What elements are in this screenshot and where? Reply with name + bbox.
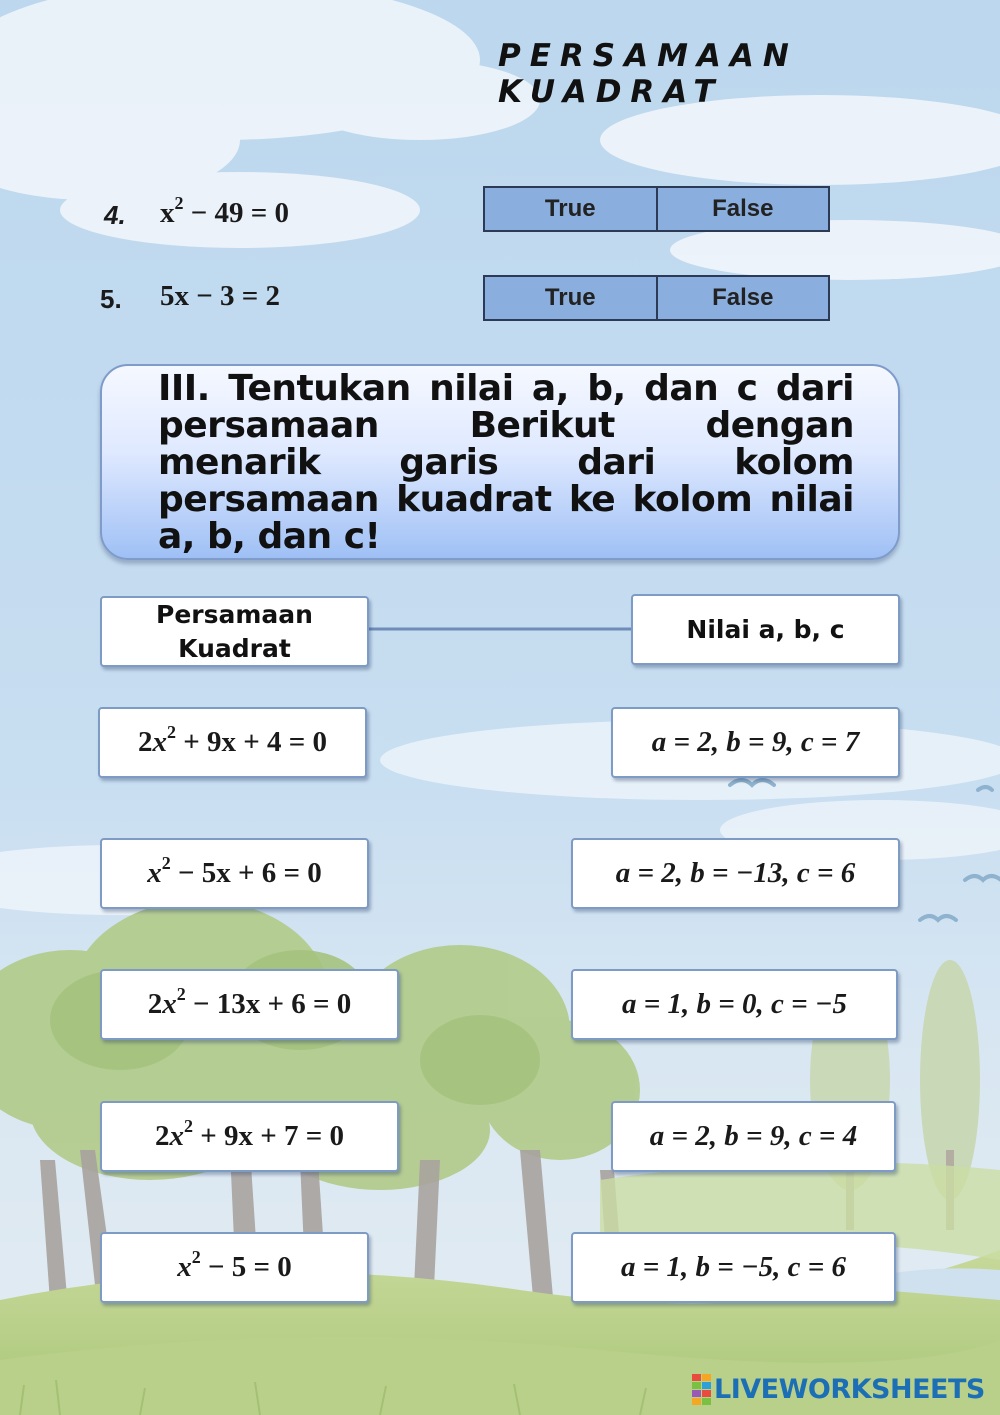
value-4: a = 2, b = 9, c = 4 [649, 1120, 858, 1152]
question-5-equation: 5x − 3 = 2 [160, 280, 281, 312]
brand-text: LIVEWORKSHEETS [714, 1374, 985, 1405]
equation-4 [154, 1116, 345, 1153]
equation-1-var: x [152, 726, 167, 758]
equation-3-rest: − 13x + 6 = 0 [192, 988, 352, 1020]
value-box-3[interactable] [571, 969, 898, 1040]
equation-box-3[interactable] [100, 969, 399, 1040]
question-4-base: x [160, 197, 175, 229]
value-1: a = 2, b = 9, c = 7 [651, 726, 860, 758]
value-box-5[interactable] [571, 1232, 896, 1303]
equation-3-coef: 2 [147, 988, 163, 1020]
instruction-banner [100, 364, 900, 560]
equation-box-5[interactable] [100, 1232, 369, 1303]
right-header-label: Nilai a, b, c [686, 614, 845, 644]
question-4-options [483, 186, 830, 232]
equation-3-var: x [162, 988, 177, 1020]
equation-3 [147, 984, 352, 1021]
equation-box-2[interactable] [100, 838, 369, 909]
value-box-4[interactable] [611, 1101, 896, 1172]
equation-box-1[interactable] [98, 707, 367, 778]
question-4-true-option[interactable]: True [544, 195, 596, 222]
equation-1-exp: 2 [166, 722, 176, 742]
equation-4-var: x [169, 1120, 184, 1152]
question-4-rest: − 49 = 0 [183, 197, 290, 229]
equation-2 [147, 853, 322, 890]
value-box-1[interactable] [611, 707, 900, 778]
equation-4-coef: 2 [154, 1120, 170, 1152]
equation-5-exp: 2 [191, 1247, 201, 1267]
equation-5-var: x [177, 1251, 192, 1283]
equation-5 [177, 1247, 292, 1284]
question-5-options [483, 275, 830, 321]
value-2: a = 2, b = −13, c = 6 [615, 857, 856, 889]
left-header-label: Persamaan Kuadrat [156, 599, 313, 663]
question-5-false-option[interactable]: False [656, 277, 829, 319]
left-column-header [100, 596, 369, 667]
equation-1 [137, 722, 328, 759]
equation-4-rest: + 9x + 7 = 0 [200, 1120, 345, 1152]
brand-mark-icon [692, 1374, 711, 1405]
equation-4-exp: 2 [183, 1116, 193, 1136]
value-box-2[interactable] [571, 838, 900, 909]
equation-1-coef: 2 [137, 726, 153, 758]
question-4-exponent: 2 [174, 193, 184, 213]
equation-5-rest: − 5 = 0 [207, 1251, 292, 1283]
instruction-text: III. Tentukan nilai a, b, dan c dari persamaan Berikut dengan menarik garis dari kolom persamaan kuadrat ke kolom nilai a, b, dan c! [158, 368, 854, 557]
equation-2-rest: − 5x + 6 = 0 [177, 857, 322, 889]
right-column-header [631, 594, 900, 665]
question-4-equation [160, 193, 290, 230]
equation-2-var: x [147, 857, 162, 889]
question-4-number: 4. [104, 200, 126, 230]
page-title: PERSAMAAN KUADRAT [498, 38, 798, 110]
equation-2-exp: 2 [161, 853, 171, 873]
question-4-false-option[interactable]: False [656, 188, 829, 230]
value-3: a = 1, b = 0, c = −5 [621, 988, 848, 1020]
question-5-true-option[interactable]: True [544, 284, 596, 311]
question-5-number: 5. [100, 284, 122, 314]
equation-1-rest: + 9x + 4 = 0 [183, 726, 328, 758]
liveworksheets-logo [692, 1374, 985, 1405]
equation-box-4[interactable] [100, 1101, 399, 1172]
equation-3-exp: 2 [176, 984, 186, 1004]
value-5: a = 1, b = −5, c = 6 [620, 1251, 847, 1283]
